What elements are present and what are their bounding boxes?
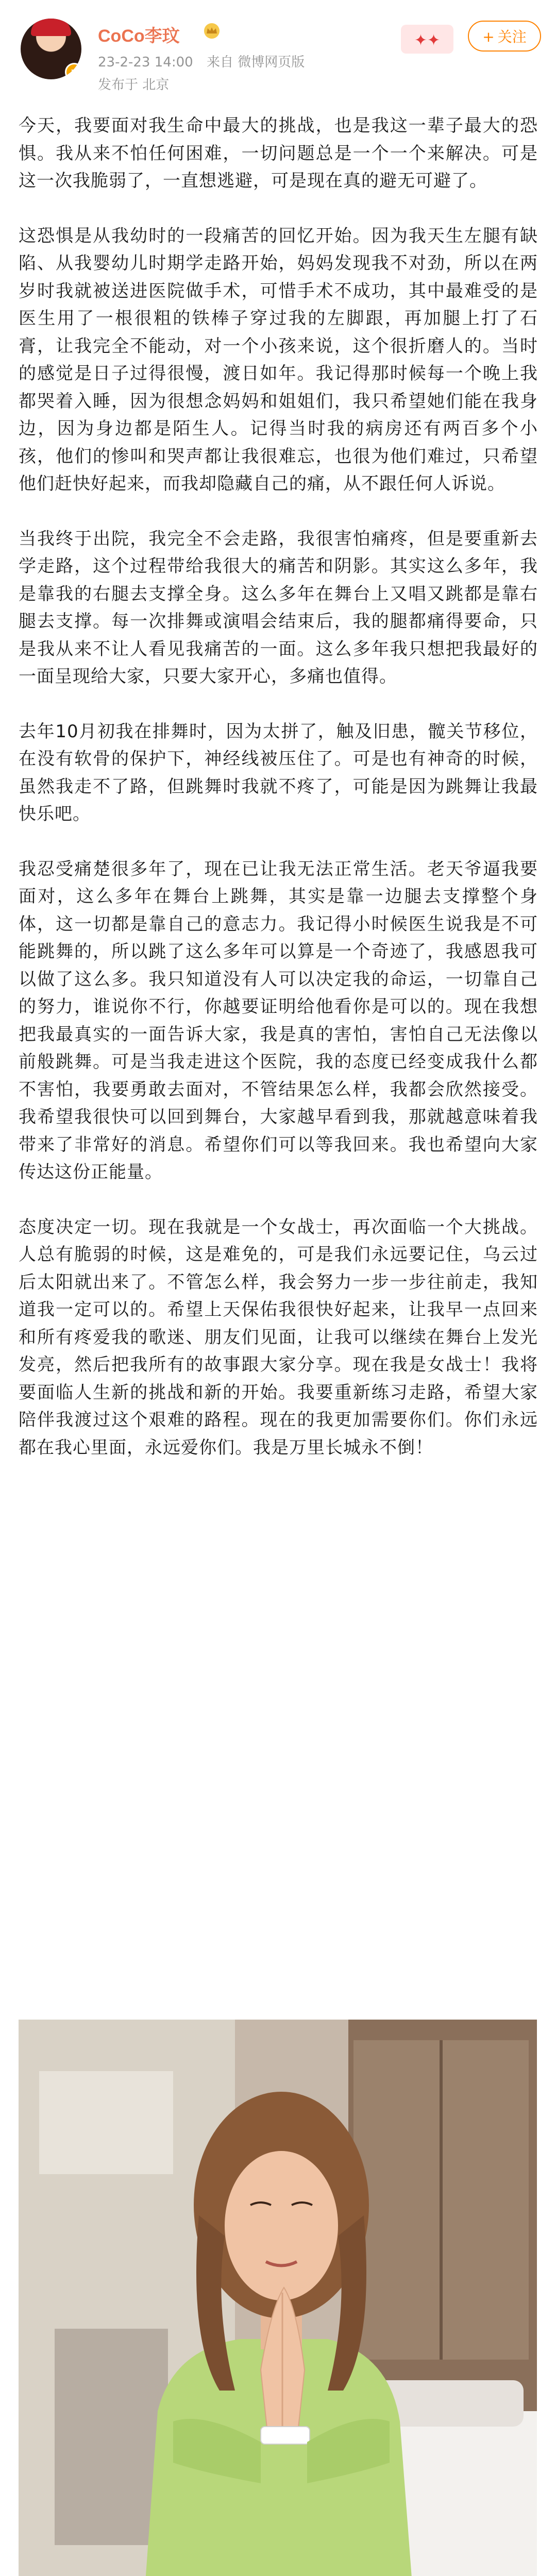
post-paragraph: 当我终于出院，我完全不会走路，我很害怕痛疼，但是要重新去学走路，这个过程带给我很大的痛苦和阴影。其实这么多年，我是靠我的右腿去支撑全身。这么多年在舞台上又唱又跳都是靠右腿去支撑。每一次排舞或演唱会结束后，我的腿都痛得要命，只是我从来不让人看见我痛苦的一面。这么多年我只想把我最好的一面呈现给大家，只要大家开心，多痛也值得。 — [19, 528, 538, 687]
user-name[interactable]: CoCo李玟 — [98, 26, 180, 46]
post-source: 来自 微博网页版 — [206, 55, 305, 70]
post-paragraph: 我忍受痛楚很多年了，现在已让我无法正常生活。老天爷逼我要面对，这么多年在舞台上跳舞，其实是靠一边腿去支撑整个身体，这一切都是靠自己的意志力。我记得小时候医生说我是不可能跳舞的，所以跳了这么多年可以算是一个奇迹了，我感恩我可以做了这么多。我只知道没有人可以决定我的命运，一切靠自己的努力，谁说你不行，你越要证明给他看你是可以的。现在我想把我最真实的一面告诉大家，我是真的害怕，害怕自己无法像以前般跳舞。可是当我走进这个医院，我的态度已经变成我什么都不害怕，我要勇敢去面对，不管结果怎么样，我都会欣然接受。我希望我很快可以回到舞台，大家越早看到我，那就越意味着我带来了非常好的消息。希望你们可以等我回来。我也希望向大家传达这份正能量。 — [19, 858, 538, 1182]
post-location: 发布于 北京 — [98, 77, 170, 93]
post-meta — [98, 52, 314, 71]
post-header — [0, 0, 556, 98]
decorative-sticker-icon — [397, 19, 458, 60]
post-paragraph: 态度决定一切。现在我就是一个女战士，再次面临一个大挑战。人总有脆弱的时候，这是难免的，可是我们永远要记住，乌云过后太阳就出来了。不管怎么样，我会努力一步一步往前走，我知道我一定可以的。希望上天保佑我很快好起来，让我早一点回来和所有疼爱我的歌迷、朋友们见面，让我可以继续在舞台上发光发亮，然后把我所有的故事跟大家分享。现在我是女战士！我将要面临人生新的挑战和新的开始。我要重新练习走路，希望大家陪伴我渡过这个艰难的路程。现在的我更加需要你们。你们永远都在我心里面，永远爱你们。我是万里长城永不倒！ — [19, 1216, 538, 1458]
hospital-photo — [19, 2020, 537, 2576]
post-paragraph: 这恐惧是从我幼时的一段痛苦的回忆开始。因为我天生左腿有缺陷、从我婴幼儿时期学走路开始，妈妈发现我不对劲，所以在两岁时我就被送进医院做手术，可惜手术不成功，其中最难受的是医生用了一根很粗的铁棒子穿过我的左脚跟，再加腿上打了石膏，让我完全不能动，对一个小孩来说，这个很折磨人的。当时的感觉是日子过得很慢，渡日如年。我记得那时候每一个晚上我都哭着入睡，因为很想念妈妈和姐姐们，我只希望她们能在我身边，因为身边都是陌生人。记得当时我的病房还有两百多个小孩，他们的惨叫和哭声都让我很难忘，也很为他们难过，只希望他们赶快好起来，而我却隐藏自己的痛，从不跟任何人诉说。 — [19, 225, 538, 494]
follow-button[interactable] — [468, 21, 541, 52]
post-paragraph: 今天，我要面对我生命中最大的挑战，也是我这一辈子最大的恐惧。我从来不怕任何困难，一切问题总是一个一个来解决。可是这一次我脆弱了，一直想逃避，可是现在真的避无可避了。 — [19, 115, 538, 191]
svg-text:✦✦: ✦✦ — [414, 31, 441, 49]
plus-icon: + — [482, 28, 495, 45]
post-photo[interactable] — [19, 2020, 537, 2576]
post-body — [19, 112, 538, 1462]
post-timestamp[interactable]: 23-2-23 14:00 — [98, 55, 193, 70]
crown-icon — [202, 23, 222, 39]
post-paragraph: 去年10月初我在排舞时，因为太拼了，触及旧患，髋关节移位，在没有软骨的保护下，神经线被压住了。可是也有神奇的时候，虽然我走不了路，但跳舞时我就不疼了，可能是因为跳舞让我最快乐吧。 — [19, 721, 538, 824]
avatar-hat — [31, 19, 71, 36]
avatar[interactable] — [21, 19, 81, 79]
verified-badge-icon: v — [65, 63, 81, 79]
follow-button-label: 关注 — [497, 28, 527, 45]
